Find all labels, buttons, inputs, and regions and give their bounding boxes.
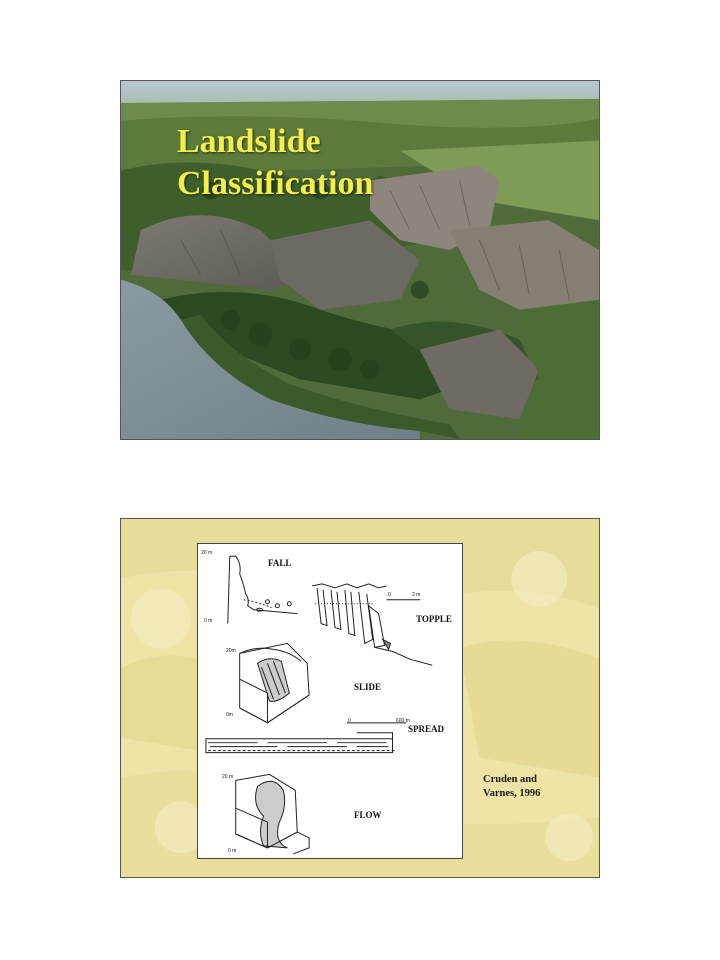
flow-scale-top: 20 m: [222, 774, 234, 780]
topple-scale-end: 3 m: [412, 592, 421, 598]
topple-label: TOPPLE: [416, 614, 452, 624]
spread-scale-end: 600 m: [396, 718, 410, 724]
slide-scale-bottom: 0m: [226, 712, 233, 718]
slide-2-classification-diagram: [120, 518, 600, 878]
title-line-1: Landslide: [177, 123, 321, 160]
fall-scale-top: 20 m: [201, 550, 213, 556]
spread-label: SPREAD: [408, 724, 445, 734]
citation-line-2: Varnes, 1996: [483, 788, 541, 799]
citation-line-1: Cruden and: [483, 774, 537, 785]
flow-label: FLOW: [354, 810, 382, 820]
slide-title: [177, 121, 373, 205]
slide-scale-top: 20m: [226, 648, 236, 654]
spread-scale-start: 0: [348, 718, 351, 724]
topple-scale-start: 0: [388, 592, 391, 598]
title-line-2: Classification: [177, 165, 374, 202]
slide-1-landslide-photo: [120, 80, 600, 440]
landslide-types-figure: [198, 544, 462, 858]
flow-scale-bottom: 0 m: [228, 848, 237, 854]
fall-scale-bottom: 0 m: [204, 618, 213, 624]
slide-label: SLIDE: [354, 682, 382, 692]
fall-label: FALL: [268, 558, 292, 568]
citation: [483, 773, 540, 801]
landslide-types-diagram: [197, 543, 463, 859]
